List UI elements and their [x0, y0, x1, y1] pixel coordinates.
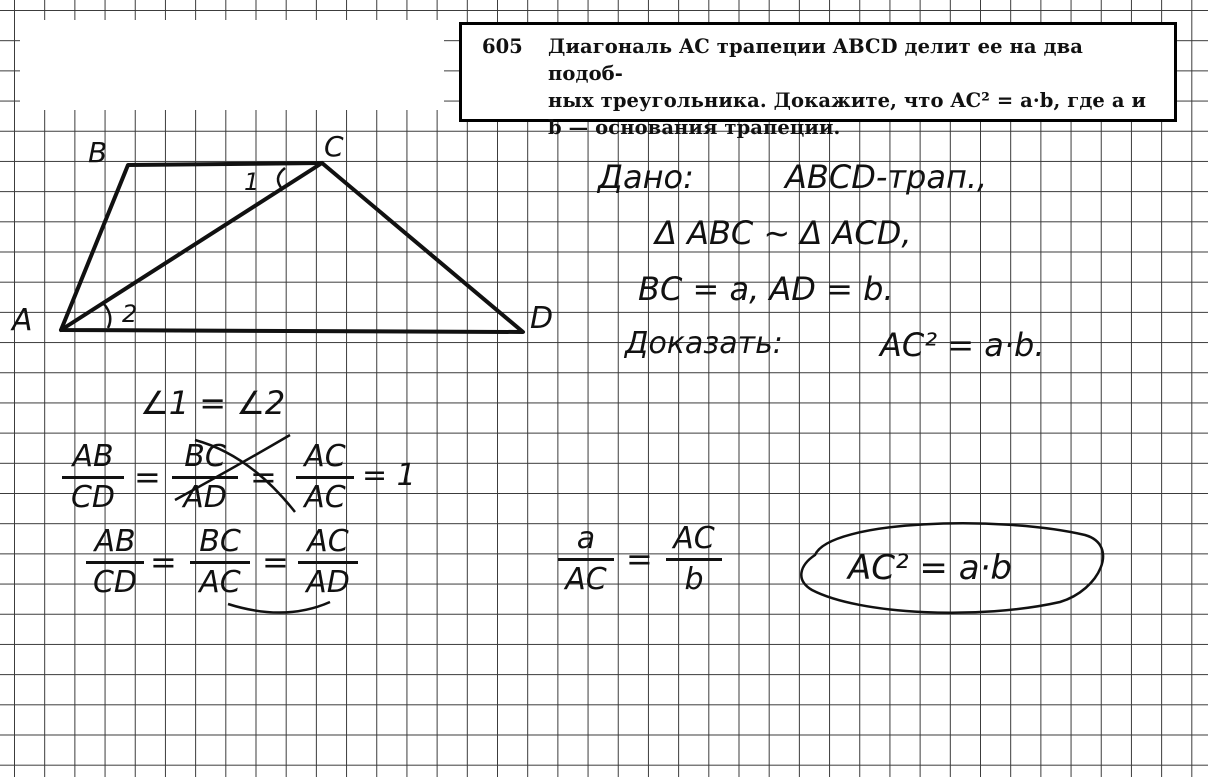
row3-frac2-den: b — [684, 562, 704, 597]
row3-frac2-num: AC — [673, 521, 715, 556]
label-b: B — [88, 136, 108, 169]
prove-title: Доказать: — [625, 326, 783, 361]
label-d: D — [530, 301, 554, 336]
angles-equal: ∠1 = ∠2 — [140, 384, 286, 422]
row1-frac1-den: CD — [70, 480, 116, 515]
angle-2-label: 2 — [122, 300, 138, 328]
row2-frac2-num: BC — [199, 524, 241, 559]
angle-2-arc — [104, 304, 110, 328]
given-title: Дано: — [598, 158, 694, 196]
problem-line-3: b — основания трапеции. — [548, 116, 841, 139]
label-a: A — [12, 303, 33, 338]
prove-expression: AC² = a·b. — [880, 326, 1045, 364]
row2-frac1 — [86, 525, 144, 600]
row3-frac1 — [558, 522, 614, 597]
label-c: C — [324, 130, 344, 163]
row3-frac1-num: a — [576, 521, 596, 556]
row2-frac2-den: AC — [199, 565, 241, 600]
row1-frac2 — [172, 440, 238, 515]
problem-number: 605 — [482, 35, 523, 58]
problem-line-1: Диагональ AC трапеции ABCD делит ее на два подоб- — [548, 35, 1084, 85]
row1-frac1-bar — [62, 476, 124, 479]
underline-curve — [228, 602, 330, 613]
row1-frac3-den: AC — [304, 480, 346, 515]
row2-frac3 — [298, 525, 358, 600]
row1-eq1: = — [134, 458, 161, 496]
row2-eq2: = — [262, 543, 289, 581]
row2-frac2-bar — [190, 561, 250, 564]
row3-eq: = — [626, 540, 653, 578]
row1-frac1-num: AB — [72, 439, 114, 474]
row2-eq1: = — [150, 543, 177, 581]
row3-frac2-bar — [666, 558, 722, 561]
row2-frac2 — [190, 525, 250, 600]
row1-frac2-bar — [172, 476, 238, 479]
given-line-2: Δ ABC ~ Δ ACD, — [655, 214, 912, 252]
angle-1-label: 1 — [244, 168, 260, 196]
row2-frac3-num: AC — [307, 524, 349, 559]
row2-frac1-bar — [86, 561, 144, 564]
row3-frac1-bar — [558, 558, 614, 561]
row1-frac1 — [62, 440, 124, 515]
row1-eq2: = — [250, 458, 277, 496]
row1-frac3-num: AC — [304, 439, 346, 474]
given-line-3: BC = a, AD = b. — [638, 270, 894, 308]
row1-frac2-num: BC — [184, 439, 226, 474]
row2-frac1-num: AB — [94, 524, 136, 559]
row1-tail: = 1 — [362, 458, 416, 493]
row3-frac1-den: AC — [565, 562, 607, 597]
row2-frac3-bar — [298, 561, 358, 564]
answer-expression: AC² = a·b — [848, 548, 1012, 588]
row2-frac1-den: CD — [92, 565, 138, 600]
row3-frac2 — [666, 522, 722, 597]
row1-frac2-den: AD — [183, 480, 227, 515]
row1-frac3-bar — [296, 476, 354, 479]
row1-frac3 — [296, 440, 354, 515]
problem-line-2: ных треугольника. Докажите, что AC² = a·b, где a и — [548, 89, 1147, 112]
row2-frac3-den: AD — [306, 565, 350, 600]
given-line-1: ABCD-трап., — [785, 158, 988, 196]
